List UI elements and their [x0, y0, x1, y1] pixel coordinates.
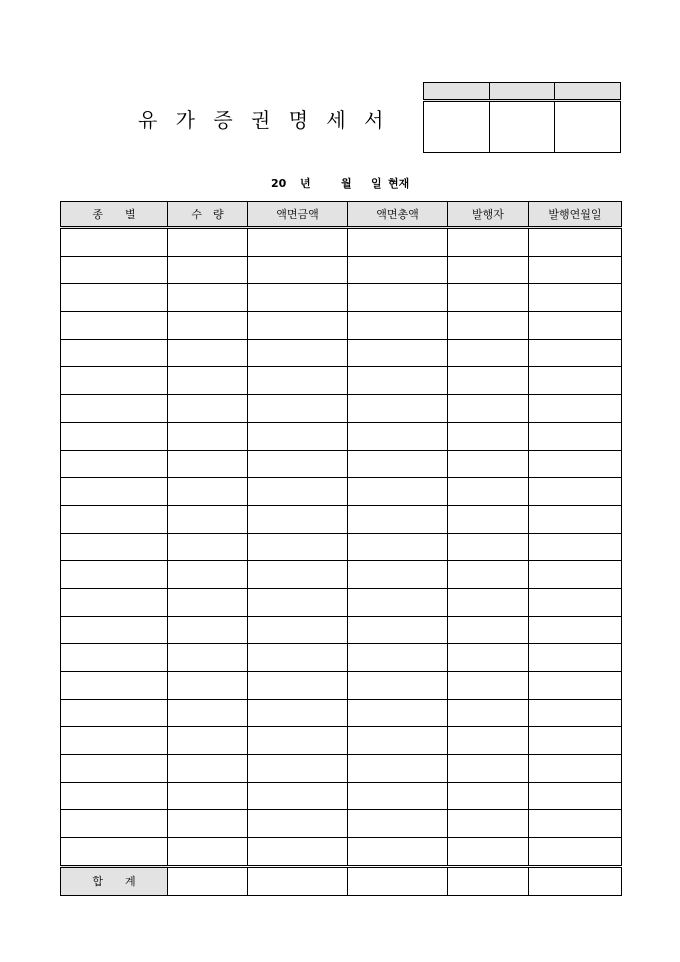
- total-label: 합 계: [61, 866, 168, 895]
- table-cell[interactable]: [168, 588, 248, 616]
- table-cell[interactable]: [448, 782, 529, 810]
- table-cell[interactable]: [168, 395, 248, 423]
- approval-sign-cell[interactable]: [424, 101, 490, 153]
- table-cell[interactable]: [168, 616, 248, 644]
- header-face-value: 액면금액: [248, 202, 348, 228]
- table-cell[interactable]: [448, 838, 529, 867]
- table-cell[interactable]: [448, 533, 529, 561]
- table-cell[interactable]: [348, 422, 448, 450]
- table-cell[interactable]: [168, 367, 248, 395]
- table-row: [61, 755, 622, 783]
- table-cell[interactable]: [168, 339, 248, 367]
- header-issue-date: 발행연월일: [529, 202, 622, 228]
- table-cell[interactable]: [168, 838, 248, 867]
- table-cell[interactable]: [348, 228, 448, 257]
- table-cell[interactable]: [168, 228, 248, 257]
- table-cell[interactable]: [248, 561, 348, 589]
- table-row: [61, 312, 622, 340]
- table-cell[interactable]: [348, 810, 448, 838]
- table-cell[interactable]: [168, 561, 248, 589]
- table-row: [61, 644, 622, 672]
- table-cell[interactable]: [448, 699, 529, 727]
- table-cell[interactable]: [529, 616, 622, 644]
- table-cell[interactable]: [61, 727, 168, 755]
- table-cell[interactable]: [168, 533, 248, 561]
- header-quantity: 수 량: [168, 202, 248, 228]
- table-cell[interactable]: [348, 395, 448, 423]
- table-cell[interactable]: [61, 395, 168, 423]
- table-cell[interactable]: [61, 561, 168, 589]
- table-row: [61, 478, 622, 506]
- total-cell[interactable]: [248, 866, 348, 895]
- table-cell[interactable]: [61, 422, 168, 450]
- table-cell[interactable]: [448, 339, 529, 367]
- table-row: [61, 588, 622, 616]
- table-cell[interactable]: [448, 256, 529, 284]
- table-cell[interactable]: [248, 450, 348, 478]
- table-cell[interactable]: [168, 450, 248, 478]
- table-cell[interactable]: [348, 505, 448, 533]
- table-cell[interactable]: [348, 256, 448, 284]
- as-of-date-line: [260, 176, 440, 192]
- table-cell[interactable]: [168, 505, 248, 533]
- table-cell[interactable]: [348, 838, 448, 867]
- table-cell[interactable]: [348, 727, 448, 755]
- table-row: [61, 699, 622, 727]
- total-cell[interactable]: [529, 866, 622, 895]
- table-row: [61, 395, 622, 423]
- table-cell[interactable]: [448, 505, 529, 533]
- table-row: [61, 810, 622, 838]
- table-row: [61, 367, 622, 395]
- table-cell[interactable]: [248, 367, 348, 395]
- as-of-label: 현재: [388, 177, 410, 190]
- table-cell[interactable]: [529, 339, 622, 367]
- table-cell[interactable]: [248, 284, 348, 312]
- table-cell[interactable]: [61, 339, 168, 367]
- table-row: [61, 782, 622, 810]
- table-cell[interactable]: [448, 228, 529, 257]
- table-cell[interactable]: [61, 644, 168, 672]
- table-cell[interactable]: [348, 312, 448, 340]
- table-cell[interactable]: [348, 782, 448, 810]
- table-cell[interactable]: [248, 312, 348, 340]
- table-cell[interactable]: [529, 727, 622, 755]
- table-cell[interactable]: [529, 367, 622, 395]
- table-cell[interactable]: [529, 561, 622, 589]
- table-row: [61, 422, 622, 450]
- table-cell[interactable]: [529, 395, 622, 423]
- table-cell[interactable]: [529, 533, 622, 561]
- table-cell[interactable]: [448, 561, 529, 589]
- table-cell[interactable]: [168, 312, 248, 340]
- table-cell[interactable]: [448, 395, 529, 423]
- approval-box: [423, 82, 621, 153]
- approval-header-cell: [424, 83, 490, 101]
- table-cell[interactable]: [529, 644, 622, 672]
- table-row: [61, 256, 622, 284]
- table-cell[interactable]: [248, 505, 348, 533]
- table-cell[interactable]: [61, 533, 168, 561]
- approval-header-cell: [490, 83, 555, 101]
- table-cell[interactable]: [168, 422, 248, 450]
- approval-sign-cell[interactable]: [490, 101, 555, 153]
- table-cell[interactable]: [248, 755, 348, 783]
- table-cell[interactable]: [348, 616, 448, 644]
- table-cell[interactable]: [348, 561, 448, 589]
- total-cell[interactable]: [168, 866, 248, 895]
- table-cell[interactable]: [61, 312, 168, 340]
- table-cell[interactable]: [348, 478, 448, 506]
- table-cell[interactable]: [248, 782, 348, 810]
- table-cell[interactable]: [348, 367, 448, 395]
- table-cell[interactable]: [529, 838, 622, 867]
- table-cell[interactable]: [248, 616, 348, 644]
- table-cell[interactable]: [448, 450, 529, 478]
- table-cell[interactable]: [248, 699, 348, 727]
- table-cell[interactable]: [61, 838, 168, 867]
- table-cell[interactable]: [448, 478, 529, 506]
- table-cell[interactable]: [168, 810, 248, 838]
- table-cell[interactable]: [348, 672, 448, 700]
- table-cell[interactable]: [529, 450, 622, 478]
- table-cell[interactable]: [248, 256, 348, 284]
- table-row: [61, 727, 622, 755]
- table-row: [61, 450, 622, 478]
- table-cell[interactable]: [168, 727, 248, 755]
- total-cell[interactable]: [348, 866, 448, 895]
- table-cell[interactable]: [168, 699, 248, 727]
- table-cell[interactable]: [348, 644, 448, 672]
- approval-sign-cell[interactable]: [555, 101, 621, 153]
- table-cell[interactable]: [61, 228, 168, 257]
- header-issuer: 발행자: [448, 202, 529, 228]
- table-cell[interactable]: [529, 312, 622, 340]
- table-row: [61, 339, 622, 367]
- table-cell[interactable]: [248, 395, 348, 423]
- table-cell[interactable]: [529, 256, 622, 284]
- table-cell[interactable]: [248, 228, 348, 257]
- table-cell[interactable]: [448, 312, 529, 340]
- document-title: 유 가 증 권 명 세 서: [138, 108, 390, 132]
- table-cell[interactable]: [448, 284, 529, 312]
- day-label: 일: [371, 177, 382, 190]
- table-cell[interactable]: [348, 755, 448, 783]
- table-cell[interactable]: [248, 339, 348, 367]
- securities-table: [60, 201, 622, 896]
- header-type: 종 별: [61, 202, 168, 228]
- table-cell[interactable]: [448, 672, 529, 700]
- table-cell[interactable]: [248, 727, 348, 755]
- table-cell[interactable]: [61, 284, 168, 312]
- table-row: [61, 561, 622, 589]
- table-row: [61, 228, 622, 257]
- table-cell[interactable]: [61, 616, 168, 644]
- header-total-face-value: 액면총액: [348, 202, 448, 228]
- table-cell[interactable]: [448, 367, 529, 395]
- table-row: [61, 533, 622, 561]
- table-cell[interactable]: [248, 422, 348, 450]
- table-cell[interactable]: [529, 672, 622, 700]
- table-cell[interactable]: [348, 533, 448, 561]
- table-cell[interactable]: [248, 810, 348, 838]
- table-cell[interactable]: [348, 450, 448, 478]
- table-cell[interactable]: [529, 505, 622, 533]
- table-cell[interactable]: [61, 699, 168, 727]
- table-cell[interactable]: [168, 256, 248, 284]
- table-cell[interactable]: [248, 588, 348, 616]
- table-cell[interactable]: [168, 782, 248, 810]
- table-cell[interactable]: [529, 588, 622, 616]
- table-header-row: [61, 202, 622, 228]
- table-cell[interactable]: [448, 616, 529, 644]
- table-cell[interactable]: [168, 755, 248, 783]
- table-cell[interactable]: [529, 755, 622, 783]
- table-cell[interactable]: [168, 284, 248, 312]
- table-row: [61, 284, 622, 312]
- table-cell[interactable]: [61, 782, 168, 810]
- table-cell[interactable]: [448, 727, 529, 755]
- total-row: [61, 866, 622, 895]
- table-cell[interactable]: [248, 644, 348, 672]
- table-cell[interactable]: [168, 644, 248, 672]
- table-row: [61, 505, 622, 533]
- table-cell[interactable]: [448, 422, 529, 450]
- table-cell[interactable]: [529, 782, 622, 810]
- table-row: [61, 838, 622, 867]
- table-cell[interactable]: [448, 755, 529, 783]
- table-cell[interactable]: [448, 810, 529, 838]
- table-cell[interactable]: [61, 256, 168, 284]
- table-row: [61, 616, 622, 644]
- table-cell[interactable]: [248, 478, 348, 506]
- table-cell[interactable]: [248, 838, 348, 867]
- table-cell[interactable]: [448, 644, 529, 672]
- table-cell[interactable]: [529, 810, 622, 838]
- table-cell[interactable]: [529, 478, 622, 506]
- table-cell[interactable]: [529, 284, 622, 312]
- table-cell[interactable]: [348, 284, 448, 312]
- table-cell[interactable]: [168, 672, 248, 700]
- table-cell[interactable]: [61, 478, 168, 506]
- table-cell[interactable]: [61, 810, 168, 838]
- approval-header-cell: [555, 83, 621, 101]
- table-cell[interactable]: [529, 228, 622, 257]
- table-cell[interactable]: [61, 505, 168, 533]
- table-cell[interactable]: [61, 367, 168, 395]
- table-cell[interactable]: [448, 588, 529, 616]
- table-cell[interactable]: [248, 533, 348, 561]
- table-cell[interactable]: [529, 422, 622, 450]
- month-label: 월: [341, 177, 352, 190]
- table-cell[interactable]: [61, 755, 168, 783]
- table-cell[interactable]: [348, 339, 448, 367]
- table-cell[interactable]: [248, 672, 348, 700]
- table-row: [61, 672, 622, 700]
- year-prefix: 20: [271, 177, 287, 190]
- table-cell[interactable]: [348, 699, 448, 727]
- table-cell[interactable]: [61, 672, 168, 700]
- table-cell[interactable]: [61, 588, 168, 616]
- total-cell[interactable]: [448, 866, 529, 895]
- year-label: 년: [300, 177, 311, 190]
- table-cell[interactable]: [348, 588, 448, 616]
- table-cell[interactable]: [529, 699, 622, 727]
- table-cell[interactable]: [61, 450, 168, 478]
- table-cell[interactable]: [168, 478, 248, 506]
